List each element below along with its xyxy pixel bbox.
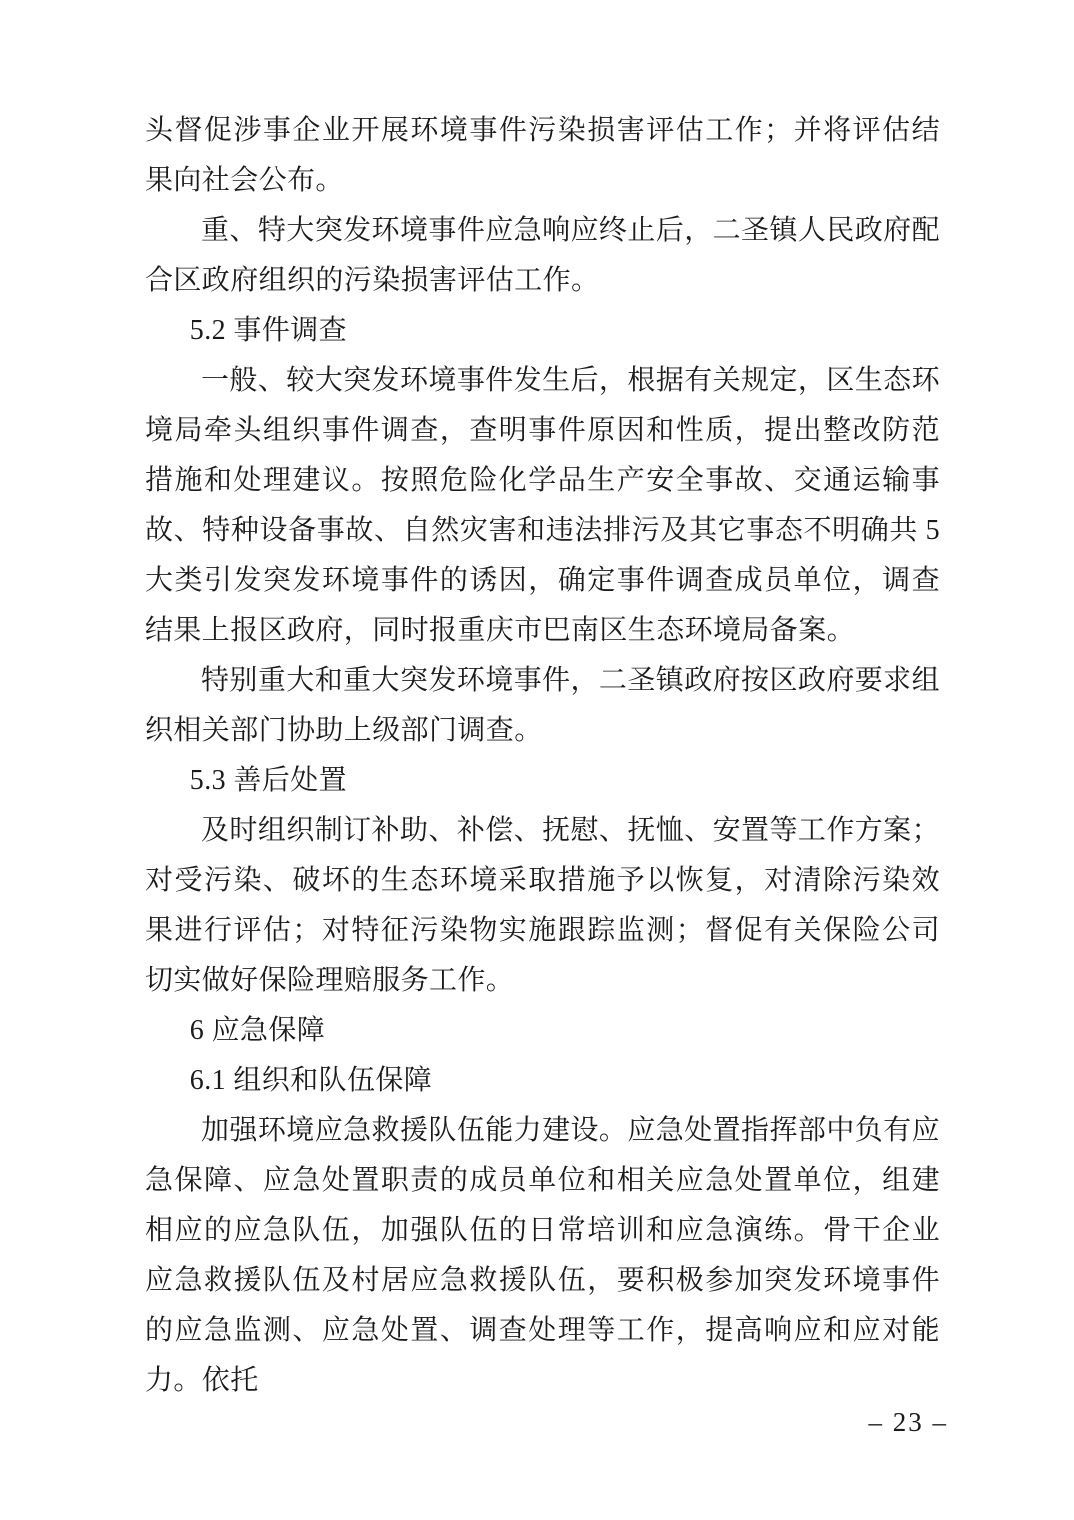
section-heading-5-3-aftermath-handling: 5.3 善后处置 bbox=[189, 765, 347, 796]
paragraph-general-incident-investigation: 一般、较大突发环境事件发生后，根据有关规定，区生态环境局牵头组织事件调查，查明事件原因和性质，提出整改防范措施和处理建议。按照危险化学品生产安全事故、交通运输事故、特种设备事故、自然灾害和违法排污及其它事态不明确共 5 大类引发突发环境事件的诱因，确定事件调查成员单位，调查结果上报区政府，同时报重庆市巴南区生态环境局备案。 bbox=[145, 365, 940, 646]
section-heading-5-2-incident-investigation: 5.2 事件调查 bbox=[189, 315, 347, 346]
paragraph-aftermath-measures: 及时组织制订补助、补偿、抚慰、抚恤、安置等工作方案；对受污染、破坏的生态环境采取措施予以恢复，对清除污染效果进行评估；对特征污染物实施跟踪监测；督促有关保险公司切实做好保险理赔服务工作。 bbox=[145, 815, 940, 996]
paragraph-pollution-damage-assessment: 头督促涉事企业开展环境事件污染损害评估工作；并将评估结果向社会公布。 bbox=[145, 115, 940, 196]
document-body bbox=[145, 106, 940, 1406]
section-heading-6-emergency-support: 6 应急保障 bbox=[189, 1015, 326, 1046]
page-number: – 23 – bbox=[868, 1407, 948, 1437]
paragraph-major-incident-assessment: 重、特大突发环境事件应急响应终止后，二圣镇人民政府配合区政府组织的污染损害评估工作。 bbox=[145, 215, 940, 296]
section-heading-6-1-organization-team-support: 6.1 组织和队伍保障 bbox=[189, 1065, 433, 1096]
paragraph-rescue-team-building: 加强环境应急救援队伍能力建设。应急处置指挥部中负有应急保障、应急处置职责的成员单位和相关应急处置单位，组建相应的应急队伍，加强队伍的日常培训和应急演练。骨干企业应急救援队伍及村居应急救援队伍，要积极参加突发环境事件的应急监测、应急处置、调查处理等工作，提高响应和应对能力。依托 bbox=[145, 1115, 940, 1396]
paragraph-extraordinary-incident-investigation: 特别重大和重大突发环境事件，二圣镇政府按区政府要求组织相关部门协助上级部门调查。 bbox=[145, 665, 940, 746]
